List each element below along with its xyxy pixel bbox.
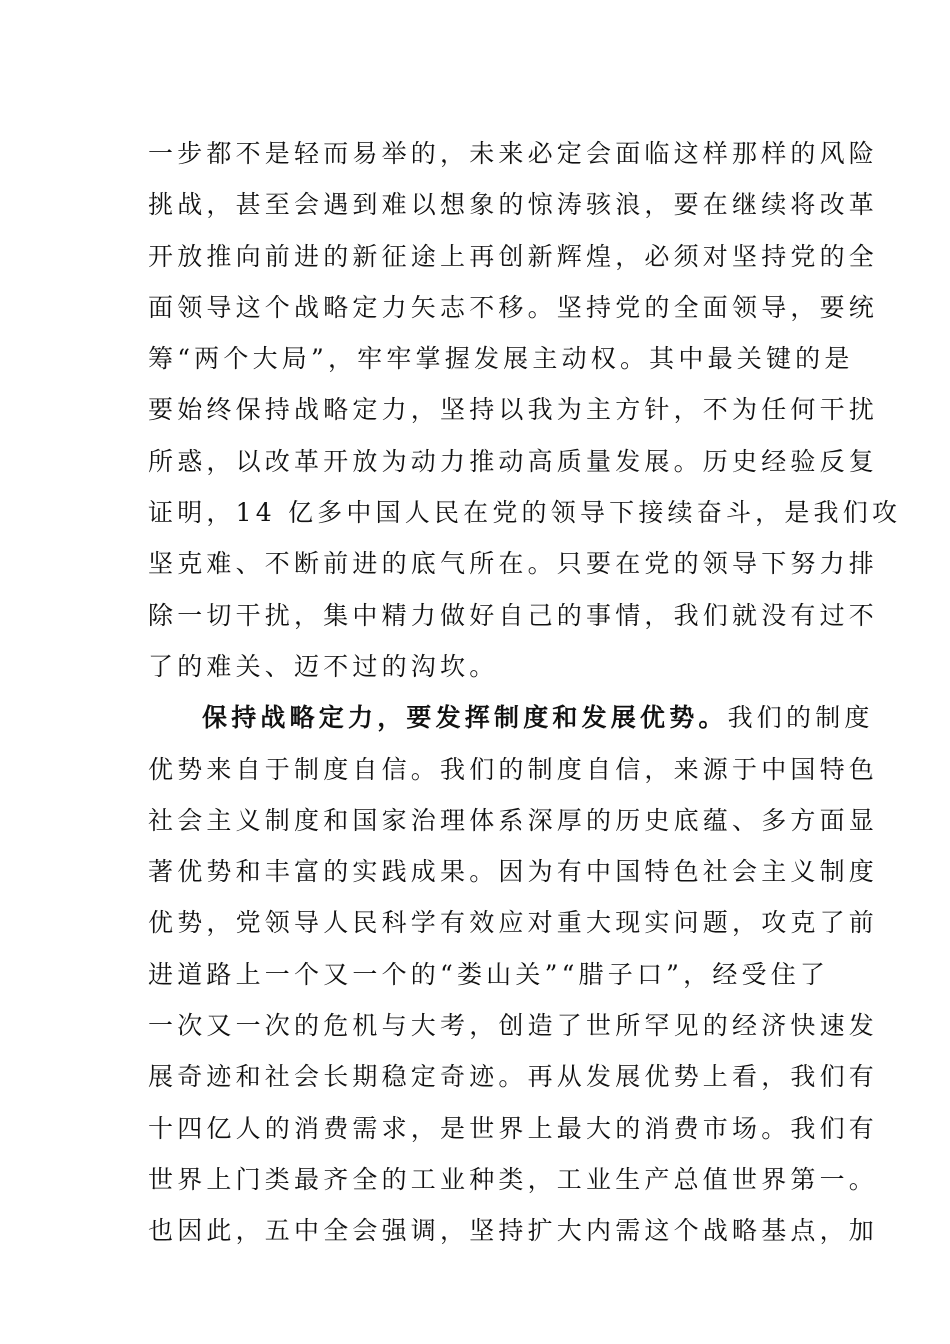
paragraph-2 <box>148 692 879 1256</box>
text-line: 筹“两个大局”，牢牢掌握发展主动权。其中最关键的是 <box>148 344 854 374</box>
text-line: 所惑，以改革开放为动力推动高质量发展。历史经验反复 <box>148 446 879 476</box>
text-line: 挑战，甚至会遇到难以想象的惊涛骇浪，要在继续将改革 <box>148 190 879 220</box>
text-line: 优势来自于制度自信。我们的制度自信，来源于中国特色 <box>148 754 879 784</box>
text-line: 优势，党领导人民科学有效应对重大现实问题，攻克了前 <box>148 908 879 938</box>
text-line: 一次又一次的危机与大考，创造了世所罕见的经济快速发 <box>148 1011 879 1041</box>
text-line: 也因此，五中全会强调，坚持扩大内需这个战略基点，加 <box>148 1216 879 1246</box>
text-line: 进道路上一个又一个的“娄山关”“腊子口”，经受住了 <box>148 959 830 989</box>
text-line: 世界上门类最齐全的工业种类，工业生产总值世界第一。 <box>148 1164 879 1194</box>
paragraph-1 <box>148 128 902 692</box>
text-line: 著优势和丰富的实践成果。因为有中国特色社会主义制度 <box>148 857 879 887</box>
text-run: 我们的制度 <box>727 703 874 733</box>
text-line: 社会主义制度和国家治理体系深厚的历史底蕴、多方面显 <box>148 805 879 835</box>
paragraph-heading-line <box>148 692 874 743</box>
text-line: 一步都不是轻而易举的，未来必定会面临这样那样的风险 <box>148 139 879 168</box>
text-line: 证明，14 亿多中国人民在党的领导下接续奋斗，是我们攻 <box>148 498 902 528</box>
text-line: 开放推向前进的新征途上再创新辉煌，必须对坚持党的全 <box>148 241 879 271</box>
text-line: 十四亿人的消费需求，是世界上最大的消费市场。我们有 <box>148 1113 879 1143</box>
text-line: 要始终保持战略定力，坚持以我为主方针，不为任何干扰 <box>148 395 879 425</box>
text-line: 展奇迹和社会长期稳定奇迹。再从发展优势上看，我们有 <box>148 1062 879 1092</box>
body-text <box>148 128 902 1257</box>
text-line: 面领导这个战略定力矢志不移。坚持党的全面领导，要统 <box>148 292 879 322</box>
paragraph-heading: 保持战略定力，要发挥制度和发展优势。 <box>202 703 728 733</box>
text-line: 坚克难、不断前进的底气所在。只要在党的领导下努力排 <box>148 549 879 579</box>
text-line: 除一切干扰，集中精力做好自己的事情，我们就没有过不 <box>148 600 879 630</box>
text-line: 了的难关、迈不过的沟坎。 <box>148 651 499 681</box>
